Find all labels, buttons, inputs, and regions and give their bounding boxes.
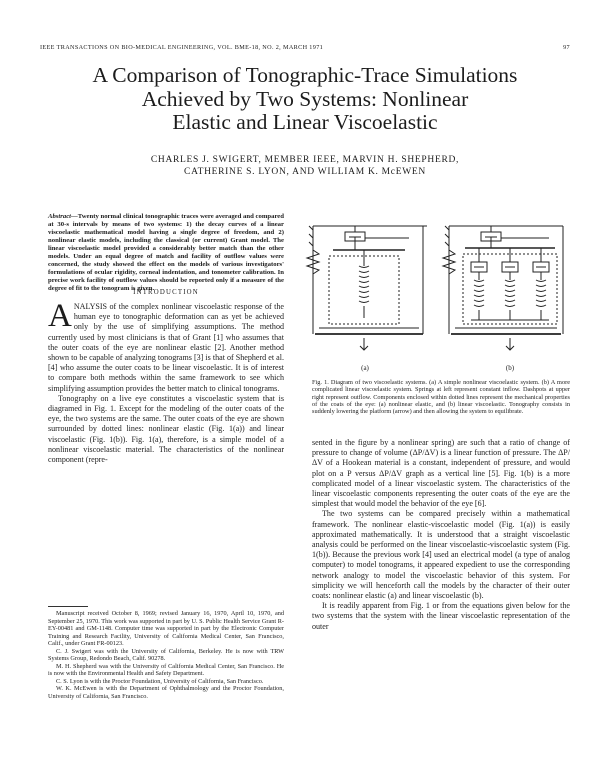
- figure-1a-label: (a): [361, 364, 369, 372]
- footnotes: [48, 610, 284, 750]
- figure-1-diagram: [305, 210, 570, 360]
- intro-paragraph-1: [48, 302, 284, 394]
- footnote-received: Manuscript received October 8, 1969; revised January 16, 1970, April 10, 1970, and September 25, 1970. This work was supported in part by U. S. Public Health Service Grant R-EY-00481 and GM-1148. Computer time was supported in part by the Electronic Computer Training and Research Facility, University of California Medical Center, San Francisco, Calif., under Grant FR-00123.: [48, 610, 284, 647]
- footnote-rule: [48, 606, 88, 607]
- title-line-2: Achieved by Two Systems: Nonlinear: [141, 86, 469, 111]
- running-header: [40, 44, 570, 51]
- author-list: [40, 154, 570, 178]
- left-column-body: [48, 302, 284, 592]
- right-column-body: [312, 438, 570, 750]
- figure-1b-label: (b): [505, 364, 515, 372]
- intro-paragraph-1-text: NALYSIS of the complex nonlinear viscoelastic response of the human eye to tonographic deformation can as yet be achieved only by the use of simplifying assumptions. The method currently used by most clinicians is that of Grant [1] who assumes that the outer coats of the eye are nonlinear elastic [2]. Another method shown to be capable of analyzing tonograms [3] is that of Shepherd et al. [4] who assume the outer coats to be linear viscoelastic. It is of interest to compare both methods within the same framework to see which simplifying assumption provides the better match to clinical tonograms.: [48, 302, 284, 393]
- paper-title: [40, 64, 570, 135]
- authors-line-2: CATHERINE S. LYON, AND WILLIAM K. McEWEN: [184, 167, 426, 177]
- section-heading-introduction: INTRODUCTION: [133, 289, 199, 296]
- footnote-mcewen: W. K. McEwen is with the Department of Ophthalmology and the Proctor Foundation, University of California, San Francisco.: [48, 685, 284, 700]
- authors-line-1: CHARLES J. SWIGERT, MEMBER IEEE, MARVIN H. SHEPHERD,: [150, 155, 460, 165]
- abstract-label: Abstract: [48, 213, 72, 220]
- abstract-text: —Twenty normal clinical tonographic traces were averaged and compared at 30-s intervals by means of two systems: 1) the decay curves of a linear viscoelastic mathematical model having a single degree of freedom, and 2) nonlinear elastic models, including the classical (or current) Grant model. The linear viscoelastic model provided a considerably better match than the other models. Under an equal degree of match and facility of outflow values were concerned, the study showed the effect on the models of various investigators' formulations of ocular rigidity, corneal indentation, and tonometer calibration. In precise work facility of outflow values should be reported only if a measure of the degree of fit to the tonogram is given.: [48, 213, 284, 293]
- body-paragraph-continued: sented in the figure by a nonlinear spring) are such that a ratio of change of pressure to change of volume (ΔP/ΔV) is a linear function of pressure. The ΔP/ΔV of a Hookean material is a constant, independent of pressure, and would plot on a P versus ΔP/ΔV graph as a vertical line [5]. Fig. 1(b) is a more complicated model of a linear viscoelastic system. The characteristics of the linear viscoelastic components representing the outer coats of the eye are the simplest that would model the behavior of the eye [6].: [312, 438, 570, 509]
- figure-1a-system: [307, 226, 427, 350]
- abstract: [48, 213, 284, 293]
- footnote-shepherd: M. H. Shepherd was with the University of California Medical Center, San Francisco. He is now with the Environmental Health and Safety Department.: [48, 662, 284, 677]
- body-paragraph-equations: It is readily apparent from Fig. 1 or from the equations given below for the two systems that the system with the linear viscoelastic representation of the outer: [312, 601, 570, 631]
- footnote-lyon: C. S. Lyon is with the Proctor Foundation, University of California, San Francisco.: [56, 677, 264, 685]
- intro-paragraph-2: Tonography on a live eye constitutes a viscoelastic system that is diagramed in Fig. 1. Except for the modeling of the outer coats of the eye, the two systems are the same. The outer coats of the eye are shown surrounded by dotted lines: nonlinear elastic (Fig. 1(a)) and linear viscoelastic (Fig. 1(b)). Fig. 1(a), therefore, is a simple model of a nonlinear viscoelastic material. The characteristics of the nonlinear component (repre-: [48, 393, 284, 465]
- drop-cap: A: [48, 302, 72, 334]
- body-paragraph-comparison: The two systems can be compared precisely within a mathematical framework. The nonlinear elastic-viscoelastic model (Fig. 1(a)) is easily approximated mathematically. It is understood that a straight viscoelastic analysis could be performed on the linear viscoelastic-viscoelastic system (Fig. 1(b)). Because the previous work [4] used an electrical model (a type of analog computer) to model tonograms, it appeared expedient to use the corresponding network analogy to model the viscoelastic behavior of this system. For simplicity we will henceforth call the models by the character of their outer coats: nonlinear elastic (a) and linear viscoelastic (b).: [312, 509, 570, 601]
- page-number: 97: [563, 44, 570, 51]
- figure-1-caption: Fig. 1. Diagram of two viscoelastic systems. (a) A simple nonlinear viscoelastic system. (b) A more complicated linear viscoelastic system. Springs at left represent constant inflow. Dashpots at upper right represent outflow. Components enclosed within dotted lines represent the mechanical properties of the coats of the eye: (a) nonlinear elastic, and (b) linear viscoelastic. Tonography consists in suddenly lowering the platform (arrow) and then allowing the system to equilibrate.: [312, 379, 570, 416]
- journal-name: IEEE TRANSACTIONS ON BIO-MEDICAL ENGINEERING, VOL. BME-18, NO. 2, MARCH 1971: [40, 44, 324, 51]
- title-line-3: Elastic and Linear Viscoelastic: [172, 110, 438, 134]
- footnote-swigert: C. J. Swigert was with the University of California, Berkeley. He is now with TRW Systems Group, Redondo Beach, Calif. 90278.: [48, 647, 284, 662]
- figure-1b-system: [443, 226, 563, 350]
- title-line-1: A Comparison of Tonographic-Trace Simulations: [92, 63, 518, 87]
